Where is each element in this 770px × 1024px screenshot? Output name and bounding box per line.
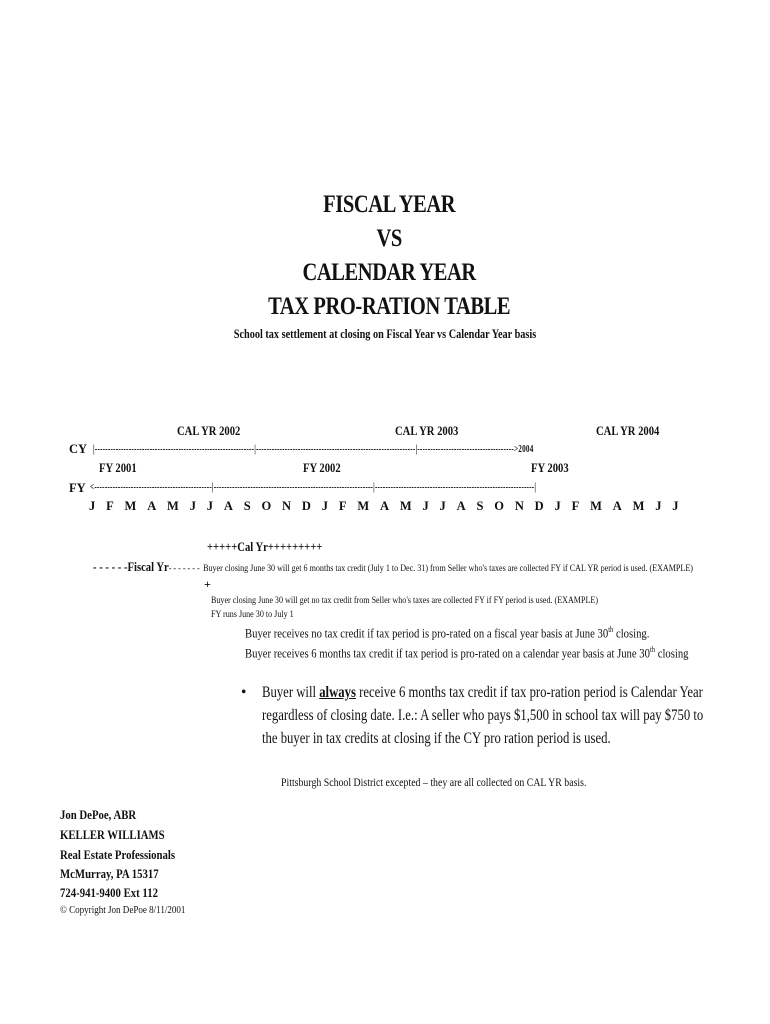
copyright-notice: © Copyright Jon DePoe 8/11/2001 [60,905,186,916]
month-letter: F [106,499,114,513]
contact-name: Jon DePoe, ABR [60,808,137,822]
month-letter: J [672,499,679,513]
month-letter: A [456,499,466,513]
month-letter: J [422,499,429,513]
month-letter: O [494,499,504,513]
contact-division: Real Estate Professionals [60,848,176,862]
fiscal-legend-row [93,558,693,576]
bullet-text-start: Buyer will [262,684,320,701]
fiscal-year-label-2001: FY 2001 [99,461,137,475]
fiscal-year-label-2002: FY 2002 [303,461,341,475]
month-letter: M [357,499,370,513]
page-title-line-1: FISCAL YEAR [323,191,456,218]
fiscal-note-end: closing. [613,625,650,641]
bullet-symbol: • [241,684,247,701]
month-letter: J [439,499,446,513]
month-letter: D [534,499,544,513]
page-subtitle: School tax settlement at closing on Fiscal Year vs Calendar Year basis [233,327,537,341]
month-letter: S [243,499,251,513]
month-letter: M [167,499,179,513]
fy-runs-text: FY runs June 30 to July 1 [211,610,294,620]
month-letter: A [223,499,233,513]
month-letter: M [632,499,645,513]
page-title-line-2: VS [376,225,402,252]
month-letter: M [399,499,412,513]
month-letter: A [612,499,622,513]
cal-year-label-2002: CAL YR 2002 [177,424,241,438]
month-letter: J [655,499,662,513]
month-letter: J [206,499,214,513]
cal-yr-legend-marker: +++++Cal Yr+++++++++ [207,540,323,554]
fy-row-label: FY [69,481,86,495]
month-axis [89,499,679,514]
page-title-line-3: CALENDAR YEAR [302,259,476,286]
bullet-line-1 [262,684,703,702]
fy-timeline-line: <---------------------------------------------|-------------------------------------------------------------|-------------------------------------------------------------| [90,482,537,493]
month-letter: M [590,499,602,513]
fiscal-note-superscript: th [608,625,614,634]
fiscal-note-text: Buyer receives no tax credit if tax period is pro-rated on a fiscal year basis at June 30 [245,625,609,641]
fiscal-yr-legend-marker: - - - - - -Fiscal Yr [93,560,169,574]
month-letter: J [89,499,96,513]
contact-company: KELLER WILLIAMS [60,828,165,842]
month-letter: J [189,499,196,513]
month-letter: N [282,499,292,513]
contact-city: McMurray, PA 15317 [60,867,159,881]
calendar-basis-note [245,645,689,661]
page-title-line-4: TAX PRO-RATION TABLE [268,293,511,320]
bullet-text-rest: receive 6 months tax credit if tax pro-ration period is Calendar Year [355,684,703,701]
plus-marker: + [204,577,211,591]
fiscal-legend-dashes: - - - - - - - [168,564,200,574]
cal-note-end: closing [655,645,689,661]
bullet-emphasis: always [319,684,356,701]
contact-phone: 724-941-9400 Ext 112 [60,886,158,900]
bullet-line-2: regardless of closing date. I.e.: A seller who pays $1,500 in school tax will pay $750 to [262,707,704,724]
fy-example-text: Buyer closing June 30 will get no tax credit from Seller who's taxes are collected FY if FY period is used. (EXAMPLE) [211,596,599,606]
month-letter: A [147,499,157,513]
cal-year-label-2003: CAL YR 2003 [395,424,459,438]
cal-yr-example-text: Buyer closing June 30 will get 6 months tax credit (July 1 to Dec. 31) from Seller who's taxes are collected FY if CAL YR period is used. (EXAMPLE) [203,564,693,574]
month-letter: A [379,499,389,513]
cal-note-superscript: th [649,645,656,654]
month-letter: S [476,499,484,513]
month-letter: M [124,499,137,513]
cy-row-label: CY [69,442,88,456]
month-letter: N [514,499,524,513]
bullet-line-3: the buyer in tax credits at closing if the CY pro ration period is used. [262,730,611,747]
cy-timeline-line: |-------------------------------------------------------------|-------------------------------------------------------------|------------------------------------->2004 [93,444,534,455]
month-letter: F [571,499,580,513]
month-letter: O [261,499,272,513]
fiscal-basis-note [245,625,649,641]
month-letter: F [338,499,347,513]
month-letter: J [321,499,329,513]
exception-note: Pittsburgh School District excepted – they are all collected on CAL YR basis. [281,775,587,789]
cal-year-label-2004: CAL YR 2004 [596,424,660,438]
fiscal-year-label-2003: FY 2003 [531,461,569,475]
month-letter: J [554,499,561,513]
cal-note-text: Buyer receives 6 months tax credit if tax period is pro-rated on a calendar year basis at June 30 [245,645,650,661]
month-letter: D [301,499,311,513]
